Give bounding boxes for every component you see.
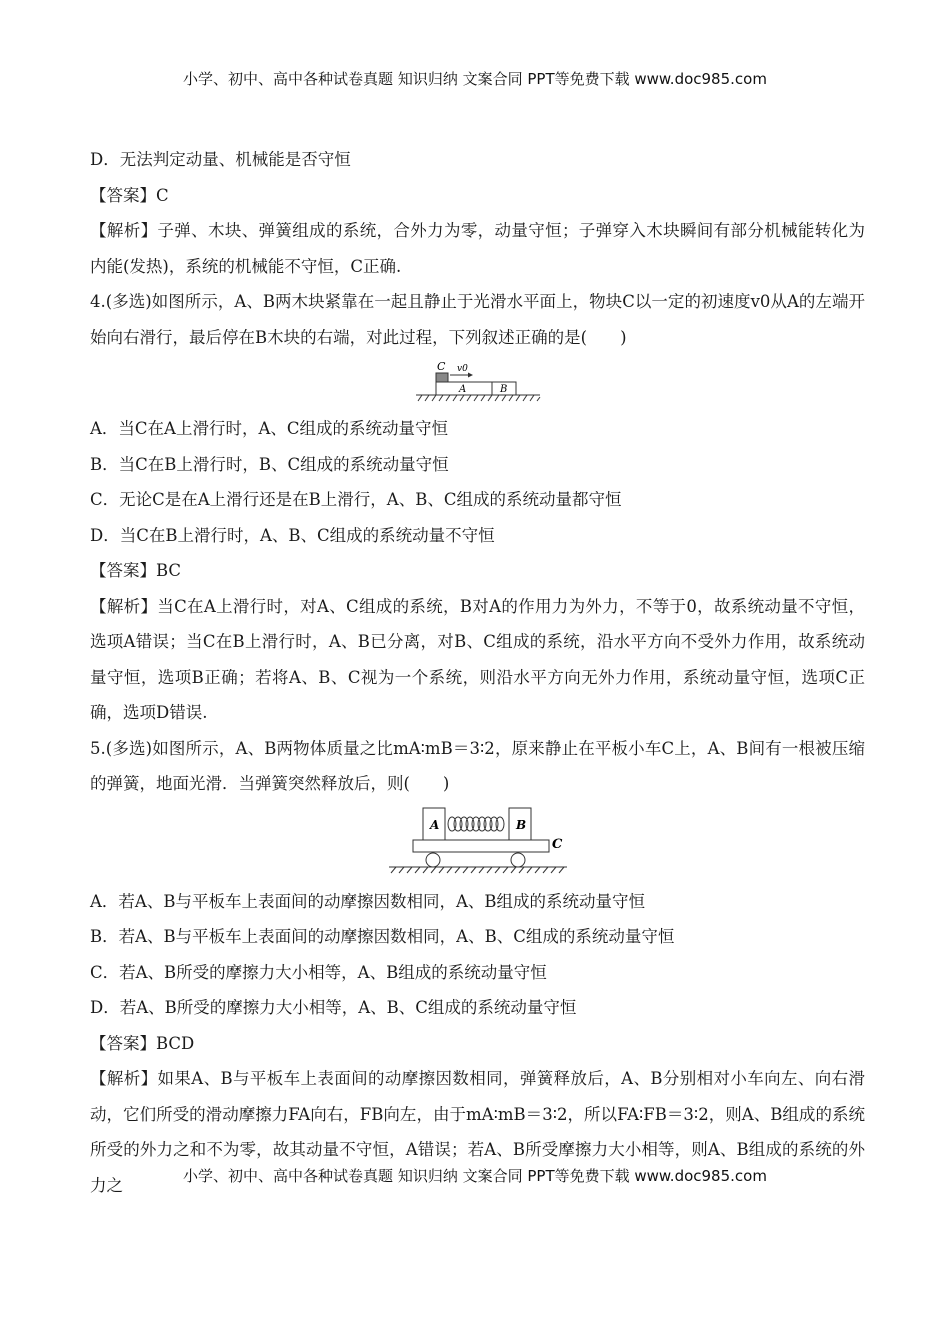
q4-analysis: 【解析】当C在A上滑行时，对A、C组成的系统，B对A的作用力为外力，不等于0，故系统动量不守恒，选项A错误；当C在B上滑行时，A、B已分离，对B、C组成的系统，沿水平方向不受外力作用，故系统动量守恒，选项B正确；若将A、B、C视为一个系统，则沿水平方向无外力作用，系统动量守恒，选项C正确，选项D错误. — [90, 596, 865, 722]
spring — [448, 817, 504, 831]
label-a: A — [458, 384, 466, 395]
q5-analysis: 【解析】如果A、B与平板车上表面间的动摩擦因数相同，弹簧释放后，A、B分别相对小车向左、向右滑动，它们所受的滑动摩擦力FA向右，FB向左，由于mA∶mB＝3∶2，所以FA∶FB＝3∶2，则A、B组成的系统所受的外力之和不为零，故其动量不守恒，A错误；若A、B所受摩擦力大小相等，则A、B组成的系统的外力之 — [90, 1069, 865, 1195]
cart-c — [413, 840, 549, 852]
q4-option-c: C．无论C是在A上滑行还是在B上滑行，A、B、C组成的系统动量都守恒 — [90, 490, 622, 509]
label-a: A — [429, 817, 439, 832]
wheel-left — [426, 853, 440, 867]
block-c — [436, 373, 448, 382]
q4-option-d: D．当C在B上滑行时，A、B、C组成的系统动量不守恒 — [90, 525, 495, 545]
q3-analysis: 【解析】子弹、木块、弹簧组成的系统，合外力为零，动量守恒；子弹穿入木块瞬间有部分机械能转化为内能(发热)，系统的机械能不守恒，C正确. — [90, 221, 865, 276]
q4-figure — [412, 357, 544, 407]
q5-option-d: D．若A、B所受的摩擦力大小相等，A、B、C组成的系统动量守恒 — [90, 998, 577, 1017]
wheel-right — [511, 853, 525, 867]
q3-answer: 【答案】C — [90, 185, 169, 205]
q4-option-a: A．当C在A上滑行时，A、C组成的系统动量守恒 — [90, 419, 448, 438]
label-c: C — [551, 836, 562, 852]
q4-answer: 【答案】BC — [90, 561, 182, 580]
label-c: C — [436, 360, 445, 373]
ground-hatch — [389, 867, 567, 873]
label-b: B — [499, 384, 507, 395]
q3-option-d: D．无法判定动量、机械能是否守恒 — [90, 150, 351, 169]
label-v0: v0 — [456, 364, 468, 374]
ground-hatch — [416, 395, 540, 401]
document-body — [90, 142, 865, 1203]
q4-stem: 4.(多选)如图所示，A、B两木块紧靠在一起且静止于光滑水平面上，物块C以一定的初速度v0从A的左端开始向右滑行，最后停在B木块的右端，对此过程，下列叙述正确的是( ) — [90, 292, 865, 347]
q5-option-b: B．若A、B与平板车上表面间的动摩擦因数相同，A、B、C组成的系统动量守恒 — [90, 927, 675, 946]
q5-stem: 5.(多选)如图所示，A、B两物体质量之比mA∶mB＝3∶2，原来静止在平板小车C上，A、B间有一根被压缩的弹簧，地面光滑．当弹簧突然释放后，则( ) — [90, 738, 865, 793]
header-banner: 小学、初中、高中各种试卷真题 知识归纳 文案合同 PPT等免费下载 www.doc985.com — [183, 70, 767, 88]
q5-answer: 【答案】BCD — [90, 1033, 195, 1053]
q5-figure — [387, 804, 569, 880]
q4-option-b: B．当C在B上滑行时，B、C组成的系统动量守恒 — [90, 454, 449, 474]
footer-banner: 小学、初中、高中各种试卷真题 知识归纳 文案合同 PPT等免费下载 www.doc985.com — [183, 1167, 767, 1185]
q5-option-a: A．若A、B与平板车上表面间的动摩擦因数相同，A、B组成的系统动量守恒 — [90, 891, 645, 911]
q5-option-c: C．若A、B所受的摩擦力大小相等，A、B组成的系统动量守恒 — [90, 962, 547, 982]
label-b: B — [515, 817, 526, 832]
